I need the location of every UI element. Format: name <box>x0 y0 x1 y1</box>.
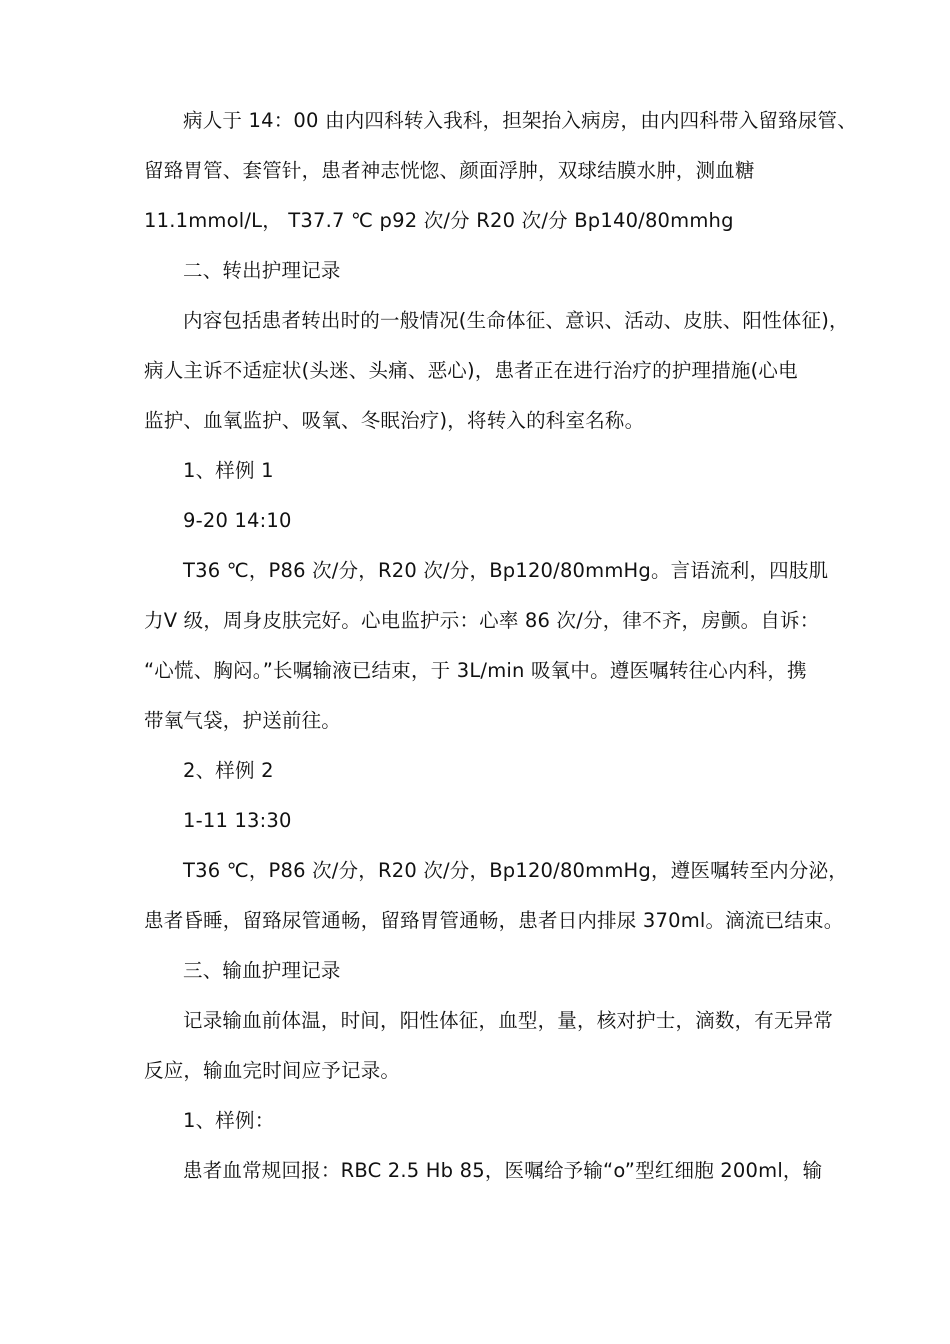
example-label-transfusion <box>144 1096 816 1146</box>
example-label-2 <box>144 746 816 796</box>
text-line: 病人主诉不适症状(头迷、头痛、恶心)，患者正在进行治疗的护理措施(心电 <box>144 359 798 382</box>
text-line: 力Ⅴ 级，周身皮肤完好。心电监护示：心率 86 次/分，律不齐，房颤。自诉： <box>144 609 820 632</box>
text-line: 监护、血氧监护、吸氧、冬眠治疗)，将转入的科室名称。 <box>144 409 645 432</box>
example-label-1 <box>144 446 816 496</box>
text-line: T36 ℃，P86 次/分，R20 次/分，Bp120/80mmHg。言语流利，四肢肌 <box>183 559 829 582</box>
text-line: 9-20 14:10 <box>183 509 292 532</box>
text-line: “心慌、胸闷。”长嘱输液已结束，于 3L/min 吸氧中。遵医嘱转往心内科，携 <box>144 659 807 682</box>
paragraph-transfer-out-content <box>144 296 849 446</box>
text-line: 内容包括患者转出时的一般情况(生命体征、意识、活动、皮肤、阳性体征)， <box>183 309 849 332</box>
text-line: 病人于 14：00 由内四科转入我科，担架抬入病房，由内四科带入留臵尿管、 <box>183 109 857 132</box>
paragraph-transfer-in-example <box>144 96 857 246</box>
heading-text: 三、输血护理记录 <box>183 959 341 982</box>
text-line: 患者昏睡，留臵尿管通畅，留臵胃管通畅，患者日内排尿 370ml。滴流已结束。 <box>144 909 844 932</box>
text-line: 1、样例 1 <box>183 459 274 482</box>
text-line: 带氧气袋，护送前往。 <box>144 709 342 732</box>
text-line: 反应，输血完时间应予记录。 <box>144 1059 401 1082</box>
text-line: 患者血常规回报：RBC 2.5 Hb 85，医嘱给予输“o”型红细胞 200ml，输 <box>183 1159 823 1182</box>
text-line: 1-11 13:30 <box>183 809 292 832</box>
paragraph-example-1 <box>144 546 829 746</box>
paragraph-transfusion-example <box>144 1146 823 1196</box>
text-line: 2、样例 2 <box>183 759 274 782</box>
document-body <box>144 96 857 1196</box>
section-heading-transfusion <box>144 946 816 996</box>
text-line: 1、样例： <box>183 1109 275 1132</box>
heading-text: 二、转出护理记录 <box>183 259 341 282</box>
paragraph-transfusion-content <box>144 996 834 1096</box>
text-line: 记录输血前体温，时间，阳性体征，血型，量，核对护士，滴数，有无异常 <box>183 1009 834 1032</box>
text-line: 留臵胃管、套管针，患者神志恍惚、颜面浮肿，双球结膜水肿，测血糖 <box>144 159 755 182</box>
example-timestamp-2 <box>144 796 816 846</box>
example-timestamp-1 <box>144 496 816 546</box>
text-line: 11.1mmol/L， T37.7 ℃ p92 次/分 R20 次/分 Bp140/80mmhg <box>144 209 734 232</box>
text-line: T36 ℃，P86 次/分，R20 次/分，Bp120/80mmHg，遵医嘱转至内分泌， <box>183 859 848 882</box>
paragraph-example-2 <box>144 846 848 946</box>
section-heading-transfer-out <box>144 246 816 296</box>
